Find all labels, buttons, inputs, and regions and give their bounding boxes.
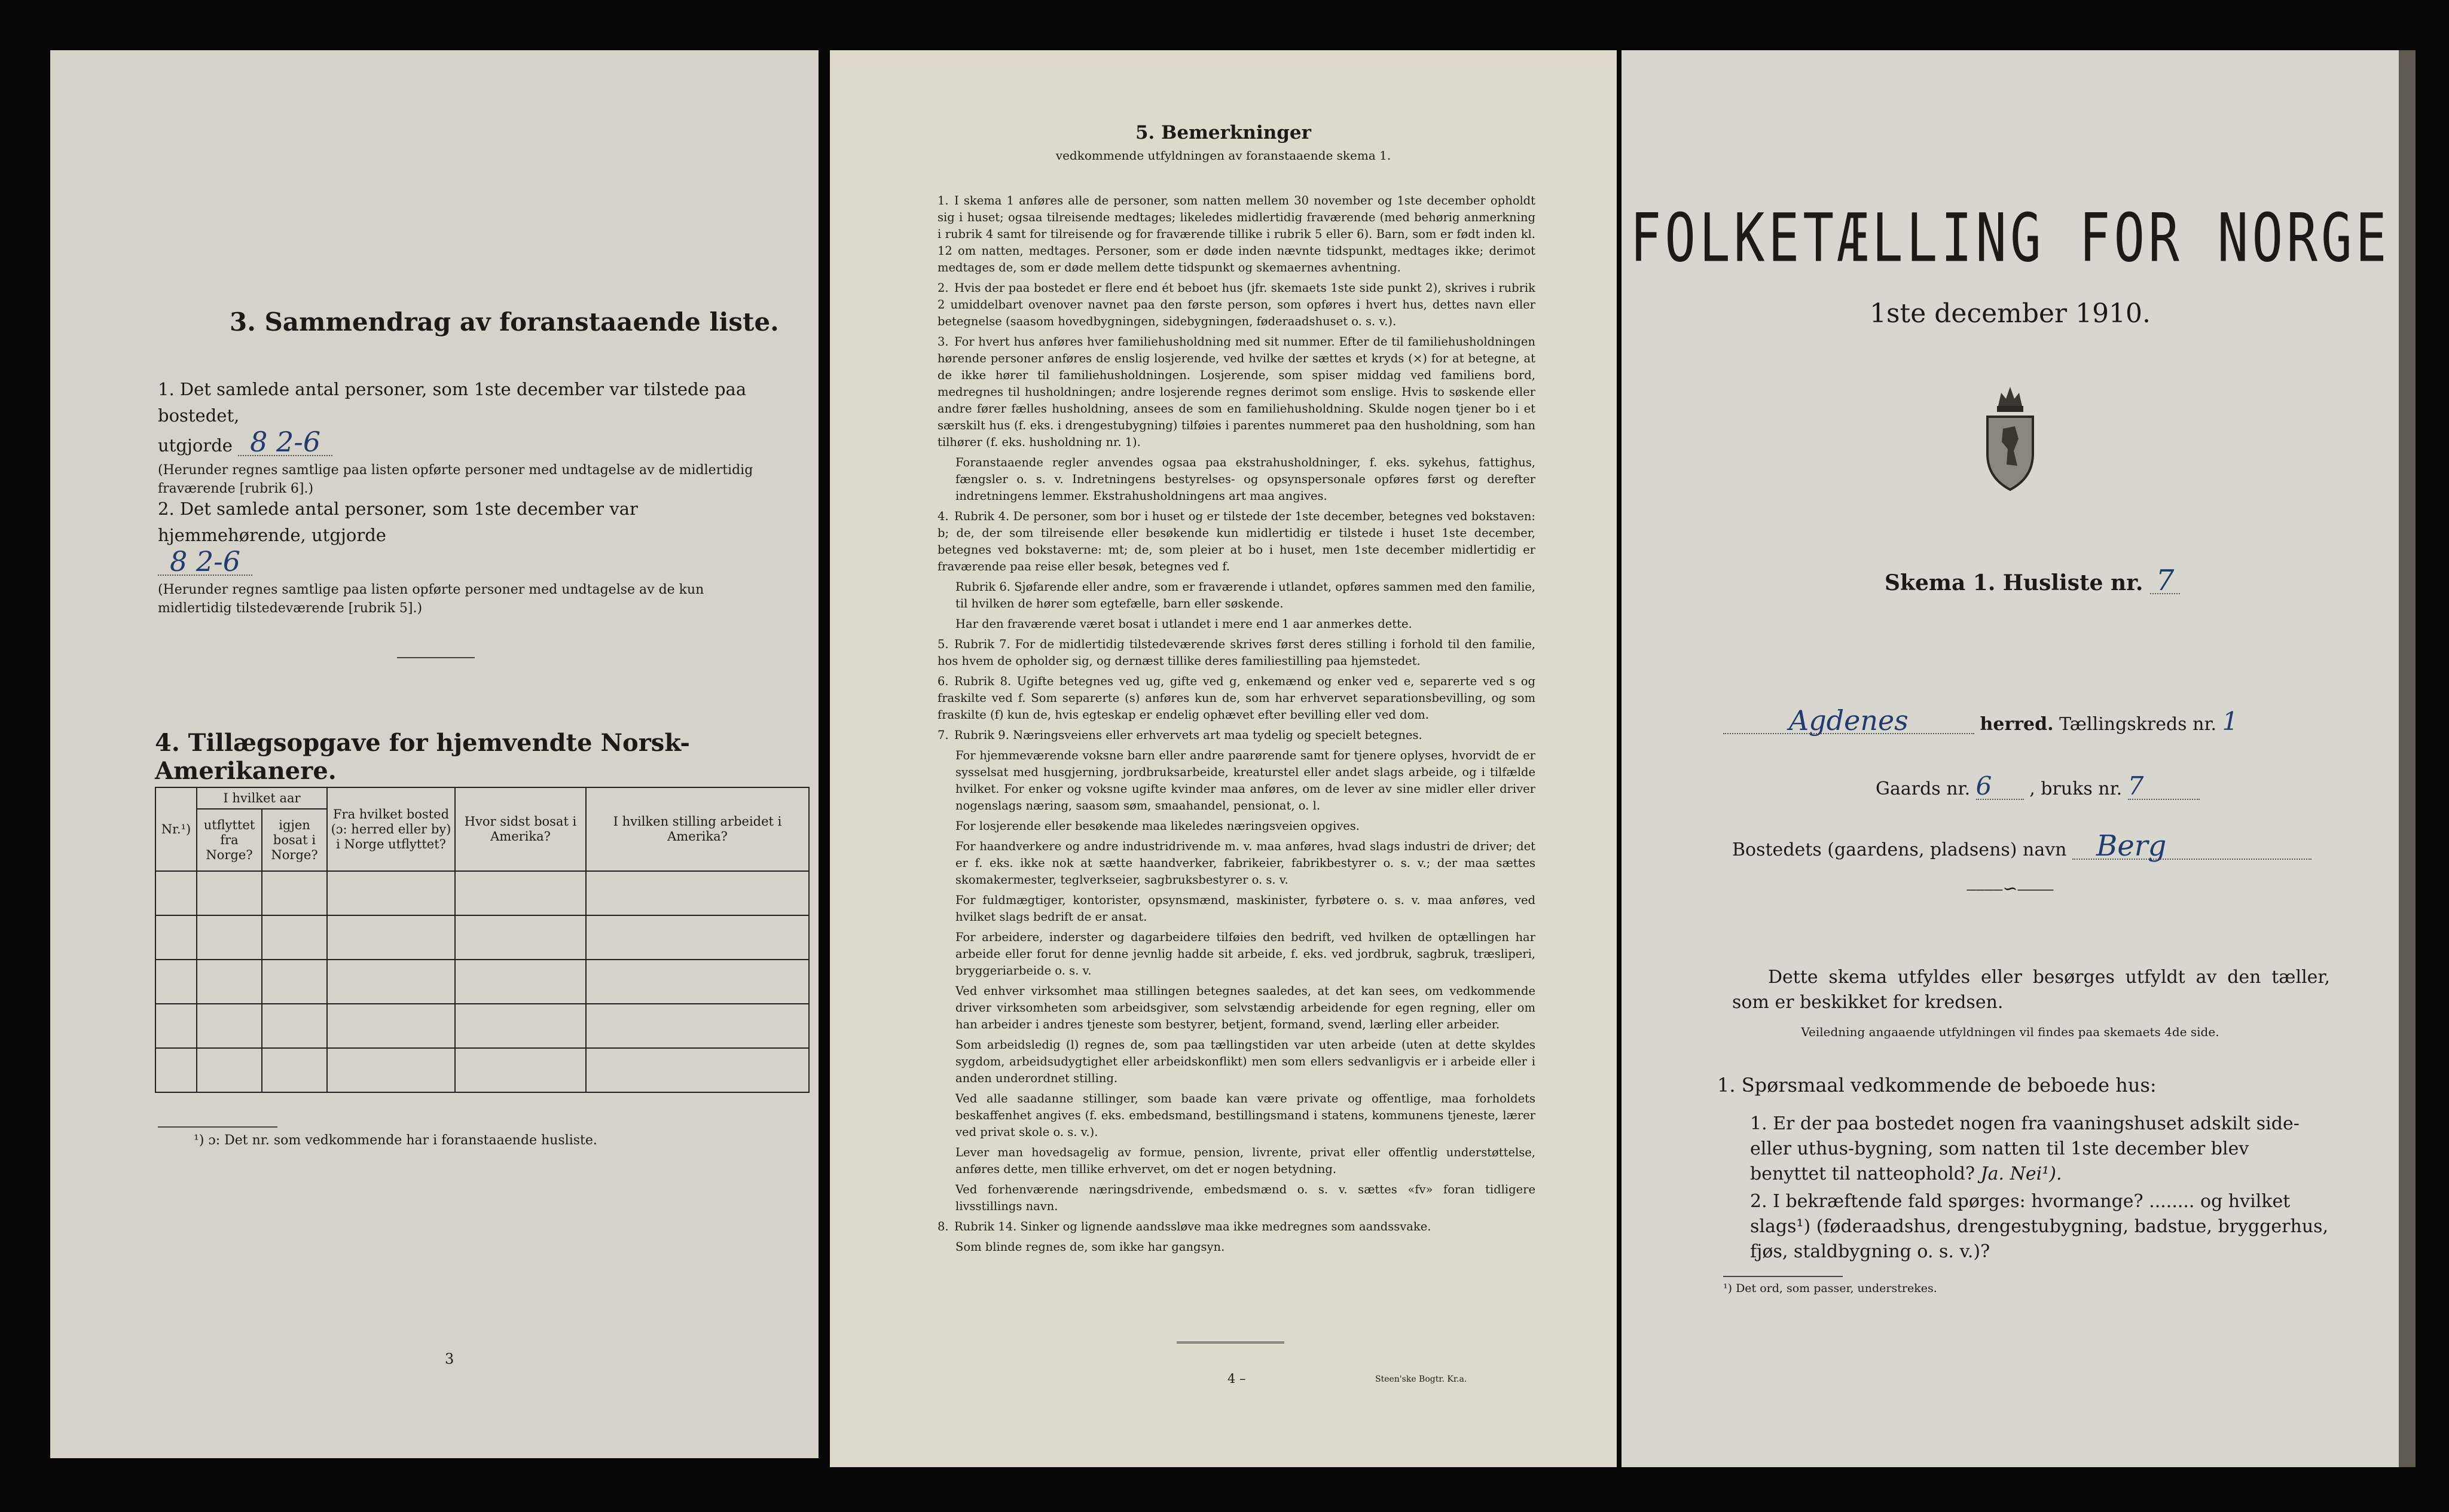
- end-rule: [1177, 1342, 1284, 1343]
- bemerkning-paragraph: [938, 1091, 1535, 1141]
- paragraph-number: 4.: [938, 509, 949, 523]
- paragraph-number: 8.: [938, 1220, 949, 1233]
- bemerkninger-list: [938, 193, 1535, 1259]
- item2-line1: 2. Det samlede antal personer, som 1ste december var hjemmehørende, utgjorde: [158, 499, 638, 545]
- paragraph-text: Som blinde regnes de, som ikke har gangsyn.: [955, 1240, 1225, 1254]
- bemerkning-paragraph: [938, 673, 1535, 723]
- th-fra-bosted: Fra hvilket bosted (ɔ: herred eller by) i Norge utflyttet?: [327, 787, 455, 871]
- paragraph-number: 2.: [938, 281, 949, 295]
- paragraph-text: Ved enhver virksomhet maa stillingen betegnes saaledes, at det kan sees, om vedkommende driver virksomheten som arbeidsgiver, som selvstændig arbeidende for egen regning, eller om han arbeider i andres tjeneste som bestyrer, betjent, formand, svend, lærling eller arbeider.: [955, 984, 1535, 1031]
- item1-line1: 1. Det samlede antal personer, som 1ste december var tilstede paa bostedet,: [158, 379, 747, 426]
- th-group: I hvilket aar: [197, 787, 327, 809]
- bosted-label: Bostedets (gaardens, pladsens) navn: [1732, 839, 2067, 860]
- bemerkning-paragraph: [938, 747, 1535, 814]
- paragraph-number: 6.: [938, 674, 949, 688]
- bemerkninger-subtitle: vedkommende utfyldningen av foranstaaende skema 1.: [1055, 148, 1391, 163]
- table-row: [155, 960, 809, 1004]
- paragraph-text: Rubrik 6. Sjøfarende eller andre, som er fraværende i utlandet, opføres sammen med den familie, til hvilken de hører som egtefælle, barn eller søskende.: [955, 580, 1535, 610]
- bruks-nr: 7: [2128, 774, 2200, 800]
- bemerkning-paragraph: [938, 1181, 1535, 1215]
- paragraph-text: Ved alle saadanne stillinger, som baade kan være private og offentlige, maa forholdets beskaffenhet angives (f. eks. embedsmand, bestillingsmand i statens, kommunens tjeneste, lærer ved privat skole o. s. v.).: [955, 1092, 1535, 1139]
- herred-line: [1723, 704, 2351, 737]
- section4-title: 4. Tillægsopgave for hjemvendte Norsk-Amerikanere.: [155, 729, 691, 785]
- page-number: 3: [445, 1351, 454, 1367]
- paragraph-text: Rubrik 4. De personer, som bor i huset og er tilstede der 1ste december, betegnes ved bokstaven: b; de, der som tilreisende eller besøkende kun midlertidig er tilstede i huset 1ste december, betegnes ved bokstaverne: mt; de, som pleier at bo i huset, men 1ste december midlertidig er fraværende paa reise eller besøk, betegnes ved f.: [938, 509, 1535, 573]
- paragraph-text: Lever man hovedsagelig av formue, pension, livrente, privat eller offentlig understøttelse, anføres dette, men tillike erhvervet, om det er nogen betydning.: [955, 1146, 1535, 1176]
- item1: [158, 376, 756, 498]
- q1-1: [1750, 1111, 2330, 1187]
- paragraph-text: For arbeidere, inderster og dagarbeidere tilføies den bedrift, ved hvilken de optællingen har arbeide eller forut for denne jevnlig hadde sit arbeide, f. eks. ved jordbruk, sagbruk, træsliperi, bryggeriarbeide o. s. v.: [955, 930, 1535, 978]
- ornament-divider: ⎯⎯⎯⎯∽⎯⎯⎯⎯: [1966, 878, 2054, 899]
- footnote-rule: [158, 1126, 277, 1128]
- bemerkning-paragraph: [938, 616, 1535, 633]
- paragraph-number: 5.: [938, 637, 949, 651]
- skema-label: Skema 1. Husliste nr.: [1885, 570, 2143, 595]
- item2-value: 8 2-6: [158, 548, 252, 576]
- norsk-amerikanere-table: [155, 787, 810, 1093]
- paragraph-text: For hjemmeværende voksne barn eller andre paarørende samt for tjenere oplyses, hvorvidt de er sysselsat med husgjerning, jordbruksarbeide, kreaturstel eller andet slags arbeide, og i tilfælde hvilket. For enker og voksne ugifte kvinder maa anføres, om de lever av sine midler eller driver nogenslags næring, saasom søm, smaahandel, pensionat, o. l.: [955, 749, 1535, 812]
- paragraph-text: For haandverkere og andre industridrivende m. v. maa anføres, hvad slags industri de driver; det er f. eks. ikke nok at sætte haandverker, fabrikeier, fabrikbestyrer o. s. v.; der maa sættes skomakermester, teglverkseier, sagbruksbestyrer o. s. v.: [955, 839, 1535, 887]
- bemerkning-paragraph: [938, 579, 1535, 612]
- bemerkning-paragraph: [938, 838, 1535, 888]
- paragraph-text: Som arbeidsledig (l) regnes de, som paa tællingstiden var uten arbeide (uten at dette skyldes sygdom, arbeidsudygtighet eller arbeidskonflikt) men som ellers sedvanligvis er i arbeide eller i anden underordnet stilling.: [955, 1038, 1535, 1085]
- th-nr: Nr.¹): [155, 787, 197, 871]
- bosted-line: [1732, 829, 2311, 863]
- bemerkning-paragraph: [938, 983, 1535, 1033]
- section3-title: 3. Sammendrag av foranstaaende liste.: [230, 307, 779, 337]
- kreds-label: Tællingskreds nr.: [2059, 714, 2217, 735]
- herred-label: herred.: [1980, 714, 2054, 735]
- th-stilling: I hvilken stilling arbeidet i Amerika?: [586, 787, 809, 871]
- table-row: [155, 1004, 809, 1048]
- instruction: Dette skema utfyldes eller besørges utfyldt av den tæller, som er beskikket for kredsen.: [1732, 967, 2330, 1013]
- page-number: 4 –: [1227, 1372, 1246, 1386]
- paragraph-text: Har den fraværende været bosat i utlandet i mere end 1 aar anmerkes dette.: [955, 617, 1412, 631]
- item2-note: (Herunder regnes samtlige paa listen opførte personer med undtagelse av de kun midlertidig tilstedeværende [rubrik 5].): [158, 582, 704, 616]
- paragraph-text: Foranstaaende regler anvendes ogsaa paa ekstrahusholdninger, f. eks. sykehus, fattighus, fængsler o. s. v. Indretningens bestyrelses- og opsynspersonale opføres først og derefter indretningens lemmer. Ekstrahusholdningens art maa angives.: [955, 456, 1535, 503]
- bemerkning-paragraph: [938, 1218, 1535, 1235]
- printer-imprint: Steen'ske Bogtr. Kr.a.: [1375, 1374, 1467, 1384]
- bemerkning-paragraph: [938, 454, 1535, 505]
- paragraph-text: Rubrik 7. For de midlertidig tilstedeværende skrives først deres stilling i forhold til den familie, hos hvem de opholder sig, og dernæst tillike deres familiestilling paa hjemstedet.: [938, 637, 1535, 668]
- item1-value: 8 2-6: [238, 429, 332, 456]
- footnote: ¹) Det ord, som passer, understrekes.: [1723, 1282, 1937, 1295]
- divider: [397, 657, 475, 658]
- paragraph-number: 7.: [938, 728, 949, 742]
- item2: [158, 496, 756, 618]
- bemerkning-paragraph: [938, 818, 1535, 835]
- gaards-nr: 6: [1976, 774, 2024, 800]
- kreds-nr: 1: [2222, 707, 2239, 736]
- bemerkning-paragraph: [938, 727, 1535, 744]
- bemerkning-paragraph: [938, 1037, 1535, 1087]
- bemerkning-paragraph: [938, 1239, 1535, 1256]
- gaards-line: [1876, 771, 2200, 802]
- page-right: [1622, 50, 2399, 1467]
- footnote-rule: [1723, 1276, 1843, 1277]
- main-title: FOLKETÆLLING FOR NORGE: [1630, 200, 2390, 277]
- paragraph-text: I skema 1 anføres alle de personer, som natten mellem 30 november og 1ste december opholdt sig i huset; ogsaa tilreisende medtages; likeledes midlertidig fraværende (med behørig anmerkning i rubrik 4 samt for tilreisende og for fraværende tillike i rubrik 5 eller 6). Barn, som er født inden kl. 12 om natten, medtages. Personer, som er døde inden nævnte tidspunkt, medtages ikke; derimot medtages de, som er døde mellem dette tidspunkt og skemaernes avhentning.: [938, 194, 1535, 274]
- th-sidst-bosat: Hvor sidst bosat i Amerika?: [455, 787, 586, 871]
- bemerkning-paragraph: [938, 193, 1535, 276]
- bemerkning-paragraph: [938, 1144, 1535, 1178]
- paragraph-text: Ved forhenværende næringsdrivende, embedsmænd o. s. v. sættes «fv» foran tidligere livsstillings navn.: [955, 1183, 1535, 1213]
- paragraph-text: Rubrik 14. Sinker og lignende aandssløve maa ikke medregnes som aandssvake.: [954, 1220, 1431, 1233]
- bemerkning-paragraph: [938, 280, 1535, 330]
- paragraph-text: Rubrik 8. Ugifte betegnes ved ug, gifte ved g, enkemænd og enker ved e, separerte ved s og fraskilte ved f. Som separerte (s) anføres kun de, som har erhvervet separationsbevilling, og som fraskilte (f) kun de, hvis egteskap er endelig ophævet efter bevilling eller ved dom.: [938, 674, 1535, 722]
- q1-heading: 1. Spørsmaal vedkommende de beboede hus:: [1717, 1074, 2157, 1096]
- item1-note: (Herunder regnes samtlige paa listen opførte personer med undtagelse av de midlertidig fraværende [rubrik 6].): [158, 463, 753, 496]
- bemerkning-paragraph: [938, 334, 1535, 451]
- paragraph-number: 3.: [938, 335, 949, 349]
- bemerkninger-title: 5. Bemerkninger: [1135, 122, 1311, 143]
- th-igjen: igjen bosat i Norge?: [262, 809, 327, 871]
- paragraph-text: For losjerende eller besøkende maa likeledes næringsveien opgives.: [955, 819, 1360, 833]
- paragraph-text: Rubrik 9. Næringsveiens eller erhvervets art maa tydelig og specielt betegnes.: [954, 728, 1422, 742]
- census-date: 1ste december 1910.: [1869, 298, 2151, 329]
- paragraph-text: For hvert hus anføres hver familiehusholdning med sit nummer. Efter de til familiehusholdningen hørende personer anføres de enslig losjerende, ved hvilke der sættes et kryds (×) for at betegne, at de ikke hører til familiehusholdningen. Losjerende, som spiser middag ved familiens bord, medregnes til husholdningen; andre losjerende regnes derimot som enslige. Hvis to søskende eller andre fører fælles husholdning, ansees de som en familiehusholdning. Skulde nogen tjener bo i et særskilt hus (f. eks. i drengestubygning) tilføies i parentes nummeret paa den husholdning, som han tilhører (f. eks. husholdning nr. 1).: [938, 335, 1535, 449]
- skema-line: [1885, 564, 2180, 597]
- q1-2: 2. I bekræftende fald spørges: hvormange? ........ og hvilket slags¹) (føderaadshus, drengestubygning, badstue, bryggerhus, fjøs, staldbygning o. s. v.)?: [1750, 1191, 2329, 1262]
- paragraph-number: 1.: [938, 194, 949, 207]
- herred-name: Agdenes: [1723, 708, 1974, 734]
- item1-utgjorde-label: utgjorde: [158, 435, 233, 456]
- bemerkning-paragraph: [938, 636, 1535, 670]
- bruks-label: , bruks nr.: [2029, 778, 2123, 799]
- paragraph-text: For fuldmægtiger, kontorister, opsynsmænd, maskinister, fyrbøtere o. s. v. maa anføres, ved hvilket slags bedrift de er ansat.: [955, 893, 1535, 924]
- instruction-small: Veiledning angaaende utfyldningen vil findes paa skemaets 4de side.: [1801, 1025, 2219, 1039]
- table-row: [155, 1048, 809, 1092]
- coat-of-arms-icon: [1980, 382, 2040, 493]
- page-left: [50, 50, 819, 1458]
- gaards-label: Gaards nr.: [1876, 778, 1971, 799]
- bemerkning-paragraph: [938, 508, 1535, 575]
- table-row: [155, 871, 809, 915]
- husliste-nr: 7: [2150, 568, 2181, 594]
- bemerkning-paragraph: [938, 892, 1535, 925]
- bemerkning-paragraph: [938, 929, 1535, 979]
- q1-1-answer: Ja. Nei¹).: [1980, 1163, 2062, 1184]
- bosted-name: Berg: [2072, 833, 2311, 860]
- page-edge: [2399, 50, 2416, 1467]
- page-middle: [830, 50, 1617, 1467]
- paragraph-text: Hvis der paa bostedet er flere end ét beboet hus (jfr. skemaets 1ste side punkt 2), skrives i rubrik 2 umiddelbart ovenover navnet paa den første person, som opføres i hvert hus, dettes navn eller betegnelse (saasom hovedbygningen, sidebygningen, føderaadshuset o. s. v.).: [938, 281, 1535, 328]
- table-row: [155, 915, 809, 960]
- th-utflyttet: utflyttet fra Norge?: [197, 809, 262, 871]
- q1-1-text: 1. Er der paa bostedet nogen fra vaaningshuset adskilt side- eller uthus-bygning, som natten til 1ste december blev benyttet til natteophold?: [1750, 1113, 2300, 1184]
- footnote: ¹) ɔ: Det nr. som vedkommende har i foranstaaende husliste.: [194, 1133, 597, 1148]
